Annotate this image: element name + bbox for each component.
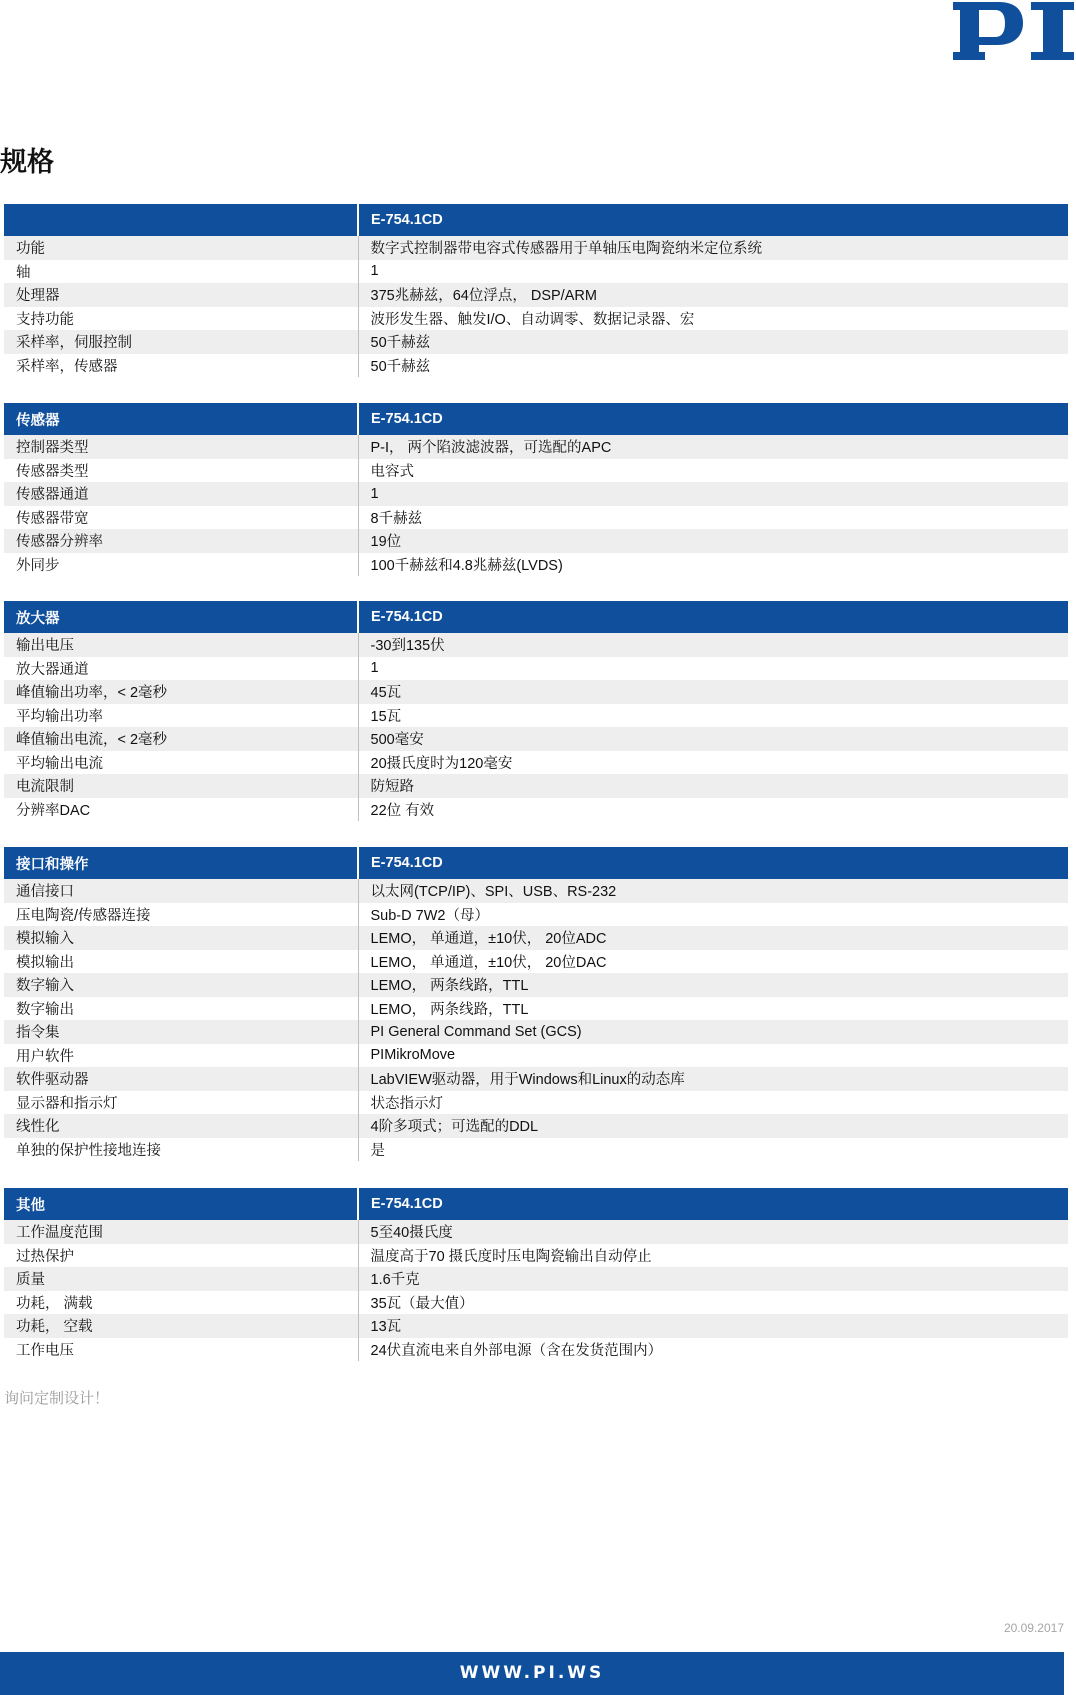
model-number: E-754.1CD [358, 403, 1068, 435]
spec-label: 采样率，传感器 [16, 358, 118, 375]
table-row [4, 798, 1068, 822]
table-row [4, 283, 1068, 307]
spec-label: 传感器分辨率 [4, 529, 358, 553]
spec-value: -30到135伏 [358, 633, 1068, 657]
table-row [4, 260, 1068, 284]
spec-value: LEMO， 两条线路，TTL [358, 997, 1068, 1021]
spec-value: 数字式控制器带电容式传感器用于单轴压电陶瓷纳米定位系统 [358, 236, 1068, 260]
table-row [4, 482, 1068, 506]
spec-value: 20摄氏度时为120毫安 [358, 751, 1068, 775]
section-header [4, 1188, 1068, 1220]
spec-label: 质量 [4, 1267, 358, 1291]
spec-table [4, 847, 1068, 1161]
spec-value: P-I， 两个陷波滤波器，可选配的APC [358, 435, 1068, 459]
section-header [4, 847, 1068, 879]
table-row [4, 657, 1068, 681]
spec-value: 375兆赫兹，64位浮点， DSP/ARM [358, 283, 1068, 307]
spec-value: LEMO， 两条线路，TTL [358, 973, 1068, 997]
section-title: 传感器 [4, 403, 358, 435]
spec-label: 平均输出功率 [16, 708, 103, 725]
spec-label: 工作电压 [16, 1342, 74, 1359]
spec-label: 线性化 [4, 1114, 358, 1138]
table-row [4, 751, 1068, 775]
table-row [4, 680, 1068, 704]
table-row [4, 1020, 1068, 1044]
spec-value: 13瓦 [358, 1314, 1068, 1338]
spec-label: 轴 [16, 264, 31, 281]
spec-table [4, 403, 1068, 576]
spec-value: 1.6千克 [358, 1267, 1068, 1291]
table-row [4, 704, 1068, 728]
spec-value: 35瓦（最大值） [358, 1291, 1068, 1315]
table-row [4, 1138, 1068, 1162]
table-row [4, 774, 1068, 798]
spec-label: 模拟输入 [4, 926, 358, 950]
spec-label: 采样率，伺服控制 [4, 330, 358, 354]
spec-value: 状态指示灯 [358, 1091, 1068, 1115]
spec-label: 指令集 [4, 1020, 358, 1044]
spec-value: 电容式 [358, 459, 1068, 483]
spec-value: 500毫安 [358, 727, 1068, 751]
spec-value: 4阶多项式；可选配的DDL [358, 1114, 1068, 1138]
spec-label: 数字输入 [4, 973, 358, 997]
table-row [4, 1314, 1068, 1338]
table-row [4, 1044, 1068, 1068]
spec-label: 功能 [4, 236, 358, 260]
spec-value: 5至40摄氏度 [358, 1220, 1068, 1244]
table-row [4, 903, 1068, 927]
spec-label: 控制器类型 [4, 435, 358, 459]
table-row [4, 1067, 1068, 1091]
spec-value: 15瓦 [358, 704, 1068, 728]
table-row [4, 727, 1068, 751]
spec-value: 100千赫兹和4.8兆赫兹(LVDS) [358, 553, 1068, 577]
table-row [4, 997, 1068, 1021]
table-row [4, 506, 1068, 530]
table-row [4, 1114, 1068, 1138]
table-row [4, 633, 1068, 657]
table-row [4, 973, 1068, 997]
table-row [4, 354, 1068, 378]
model-number: E-754.1CD [358, 1188, 1068, 1220]
spec-label: 传感器类型 [16, 463, 89, 480]
spec-value: 1 [358, 260, 1068, 284]
table-row [4, 459, 1068, 483]
model-number: E-754.1CD [358, 204, 1068, 236]
spec-label: 单独的保护性接地连接 [16, 1142, 161, 1159]
spec-label: 处理器 [4, 283, 358, 307]
spec-value: 22位 有效 [358, 798, 1068, 822]
model-number: E-754.1CD [358, 847, 1068, 879]
spec-value: Sub-D 7W2（母） [358, 903, 1068, 927]
section-header [4, 204, 1068, 236]
spec-value: 温度高于70 摄氏度时压电陶瓷输出自动停止 [358, 1244, 1068, 1268]
spec-value: LabVIEW驱动器，用于Windows和Linux的动态库 [358, 1067, 1068, 1091]
spec-table [4, 1188, 1068, 1361]
spec-value: 24伏直流电来自外部电源（含在发货范围内） [358, 1338, 1068, 1362]
section-header [4, 403, 1068, 435]
spec-value: 8千赫兹 [358, 506, 1068, 530]
spec-label: 峰值输出功率，< 2毫秒 [4, 680, 358, 704]
spec-value: 50千赫兹 [358, 354, 1068, 378]
table-row [4, 1267, 1068, 1291]
table-row [4, 1220, 1068, 1244]
spec-value: 50千赫兹 [358, 330, 1068, 354]
section-header [4, 601, 1068, 633]
spec-value: LEMO， 单通道，±10伏， 20位ADC [358, 926, 1068, 950]
spec-table [4, 204, 1068, 377]
table-row [4, 926, 1068, 950]
page-title: 规格 [0, 147, 54, 178]
spec-label: 通信接口 [4, 879, 358, 903]
spec-label: 放大器通道 [16, 661, 89, 678]
spec-label: 模拟输出 [16, 954, 74, 971]
table-row [4, 1338, 1068, 1362]
spec-value: 19位 [358, 529, 1068, 553]
table-row [4, 330, 1068, 354]
spec-label: 软件驱动器 [4, 1067, 358, 1091]
spec-value: 是 [358, 1138, 1068, 1162]
spec-label: 显示器和指示灯 [16, 1095, 118, 1112]
spec-value: LEMO， 单通道，±10伏， 20位DAC [358, 950, 1068, 974]
spec-value: 防短路 [358, 774, 1068, 798]
spec-label: 峰值输出电流，< 2毫秒 [4, 727, 358, 751]
custom-design-note: 询问定制设计！ [4, 1390, 110, 1407]
spec-value: 1 [358, 482, 1068, 506]
spec-value: 以太网(TCP/IP)、SPI、USB、RS-232 [358, 879, 1068, 903]
spec-label: 平均输出电流 [16, 755, 103, 772]
footer-url[interactable]: WWW.PI.WS [0, 1652, 1064, 1695]
spec-label: 输出电压 [4, 633, 358, 657]
spec-label: 传感器通道 [4, 482, 358, 506]
table-row [4, 435, 1068, 459]
table-row [4, 236, 1068, 260]
section-title: 放大器 [4, 601, 358, 633]
table-row [4, 879, 1068, 903]
table-row [4, 529, 1068, 553]
spec-table [4, 601, 1068, 821]
spec-label: 工作温度范围 [4, 1220, 358, 1244]
spec-value: 1 [358, 657, 1068, 681]
table-row [4, 307, 1068, 331]
spec-label: 压电陶瓷/传感器连接 [16, 907, 151, 924]
spec-label: 过热保护 [16, 1248, 74, 1265]
spec-label: 功耗， 满载 [16, 1295, 93, 1312]
document-date: 20.09.2017 [1003, 1621, 1064, 1635]
spec-value: 45瓦 [358, 680, 1068, 704]
table-row [4, 1091, 1068, 1115]
spec-value: PIMikroMove [358, 1044, 1068, 1068]
spec-label: 分辨率DAC [16, 802, 91, 819]
model-number: E-754.1CD [358, 601, 1068, 633]
table-row [4, 1291, 1068, 1315]
spec-label: 电流限制 [4, 774, 358, 798]
spec-label: 传感器带宽 [16, 510, 89, 527]
section-title [4, 204, 358, 236]
section-title: 其他 [4, 1188, 358, 1220]
spec-label: 外同步 [16, 557, 60, 574]
spec-value: 波形发生器、触发I/O、自动调零、数据记录器、宏 [358, 307, 1068, 331]
table-row [4, 553, 1068, 577]
spec-label: 数字输出 [16, 1001, 74, 1018]
table-row [4, 1244, 1068, 1268]
section-title: 接口和操作 [4, 847, 358, 879]
spec-value: PI General Command Set (GCS) [358, 1020, 1068, 1044]
pi-logo [951, 0, 1076, 62]
spec-label: 功耗， 空载 [4, 1314, 358, 1338]
spec-label: 用户软件 [16, 1048, 74, 1065]
table-row [4, 950, 1068, 974]
spec-label: 支持功能 [16, 311, 74, 328]
